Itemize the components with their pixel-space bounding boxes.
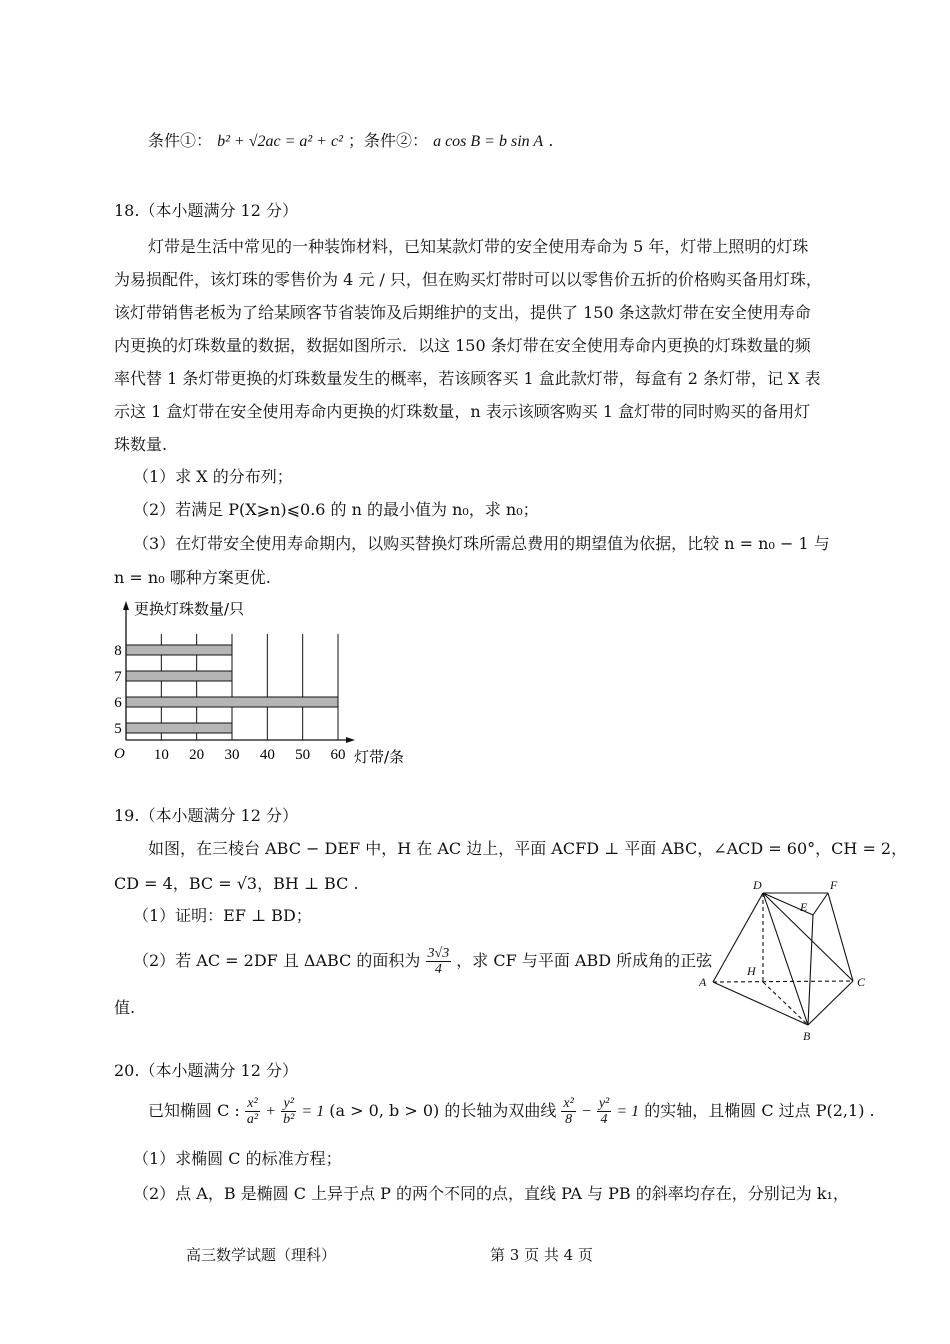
x-tick-label: 40 (259, 747, 275, 763)
q19-sub-2-text: （2）若 AC = 2DF 且 ΔABC 的面积为 (133, 951, 421, 970)
edge-BC (808, 981, 853, 1025)
hyperbola-y-den: 4 (600, 1112, 608, 1127)
label-B: B (803, 1029, 811, 1043)
conditions-line (148, 130, 553, 153)
q20-line-1: 已知椭圆 C : $\frac{\text{x²}}{\text{a²}}$ + $\frac{\text{y²}}{\text{b²}}$ = 1 (a > 0, b > 0) 的长轴为双曲线 $\frac{\text{x²}}{8}$ − $\frac{\text{y²}}{4}$ = 1 的实轴，且椭圆 C 过点 P(2,1) . (148, 1096, 875, 1127)
hyperbola-x-den: 8 (565, 1112, 573, 1127)
edge-AC (713, 981, 853, 982)
y-axis-arrow-icon (123, 601, 129, 610)
q19-sub-2-rest: ，求 CF 与平面 ABD 所成角的正弦 (456, 951, 713, 970)
condition-2-expr: a cos B = b sin A (433, 133, 544, 150)
x-tick-label: 10 (153, 747, 169, 763)
edge-FE (813, 893, 828, 915)
hyperbola-term-y (597, 1096, 611, 1127)
q18-para-line: 珠数量. (114, 435, 168, 454)
q19-sub-2-end: 值. (114, 998, 136, 1017)
hyperbola-x-num: x² (563, 1096, 574, 1111)
frustum-figure (693, 875, 883, 1045)
y-tick-label: 8 (114, 643, 122, 659)
bar-chart (100, 598, 430, 778)
hyperbola-y-num: y² (598, 1096, 610, 1111)
footer-page: 第 3 页 共 4 页 (490, 1246, 593, 1264)
q18-sub-3b: n = n₀ 哪种方案更优. (114, 568, 271, 587)
q18-para-line: 示这 1 盒灯带在安全使用寿命内更换的灯珠数量，n 表示该顾客购买 1 盒灯带的同时购买的备用灯 (114, 402, 811, 421)
q19-line-1: 如图，在三棱台 ABC − DEF 中，H 在 AC 边上，平面 ACFD ⊥ 平面 ABC，∠ACD = 60°，CH = 2， (148, 839, 908, 858)
ellipse-term-x (245, 1096, 260, 1127)
area-denominator: 4 (434, 962, 442, 977)
edge-EB (808, 915, 813, 1025)
footer-title: 高三数学试题（理科） (186, 1246, 337, 1264)
q20-line-1-b: (a > 0, b > 0) 的长轴为双曲线 (329, 1101, 557, 1120)
area-fraction (426, 946, 452, 977)
label-E: E (800, 900, 808, 914)
ellipse-x-num: x² (245, 1096, 260, 1112)
q18-sub-1: （1）求 X 的分布列； (133, 467, 293, 486)
x-tick-label: 30 (224, 747, 240, 763)
edge-DC (763, 893, 853, 981)
label-C: C (857, 975, 866, 989)
x-axis-arrow-icon (346, 737, 355, 743)
y-tick-label: 5 (114, 721, 122, 737)
q20-line-1-c: 的实轴，且椭圆 C 过点 P(2,1) . (644, 1101, 875, 1120)
chart-origin-label: O (114, 746, 125, 762)
q18-title: 18.（本小题满分 12 分） (114, 201, 298, 220)
q18-para-line: 该灯带销售老板为了给某顾客节省装饰及后期维护的支出，提供了 150 条这款灯带在安全使用寿命 (114, 303, 811, 322)
edge-AB (713, 982, 808, 1025)
ellipse-x-den: a² (246, 1112, 259, 1127)
bar-7 (126, 671, 232, 681)
label-H: H (747, 964, 756, 978)
q20-title: 20.（本小题满分 12 分） (114, 1061, 298, 1080)
condition-1-label: 条件①： (148, 131, 213, 150)
hyperbola-term-x (561, 1096, 575, 1127)
condition-1-expr: b² + √2ac = a² + c² (217, 133, 343, 150)
bar-5 (126, 723, 232, 733)
x-tick-label: 50 (295, 747, 311, 763)
label-F: F (830, 878, 838, 892)
y-tick-label: 7 (114, 669, 122, 685)
q19-sub-1: （1）证明：EF ⊥ BD； (133, 906, 312, 925)
edge-FC (828, 893, 853, 981)
q19-line-2: CD = 4，BC = √3，BH ⊥ BC . (114, 874, 359, 893)
q18-para-line: 内更换的灯珠数量的数据，数据如图所示．以这 150 条灯带在安全使用寿命内更换的灯珠数量的频 (114, 336, 811, 355)
q19-title: 19.（本小题满分 12 分） (114, 806, 298, 825)
ellipse-eq: = 1 (301, 1103, 325, 1120)
q18-para-line: 为易损配件，该灯珠的零售价为 4 元 / 只，但在购买灯带时可以以零售价五折的价格购买备用灯珠， (114, 270, 822, 289)
q19-sub-2 (133, 946, 712, 977)
bar-6 (126, 697, 338, 707)
hyperbola-eq: = 1 (616, 1103, 640, 1120)
label-D: D (753, 878, 762, 892)
ellipse-y-den: b² (283, 1112, 295, 1127)
x-tick-label: 60 (330, 747, 346, 763)
q18-para-line: 灯带是生活中常见的一种装饰材料，已知某款灯带的安全使用寿命为 5 年，灯带上照明的灯珠 (148, 237, 809, 256)
q18-sub-3a: （3）在灯带安全使用寿命期内，以购买替换灯珠所需总费用的期望值为依据，比较 n = n₀ − 1 与 (133, 534, 830, 553)
chart-x-label: 灯带/条 (354, 748, 405, 766)
ellipse-term-y (281, 1096, 296, 1127)
conditions-end: . (548, 131, 554, 150)
q20-line-1-a: 已知椭圆 C : (148, 1101, 240, 1120)
q20-sub-1: （1）求椭圆 C 的标准方程； (133, 1149, 342, 1168)
q18-para-line: 率代替 1 条灯带更换的灯珠数量发生的概率，若该顾客买 1 盒此款灯带，每盒有 2 条灯带，记 X 表 (114, 369, 821, 388)
area-numerator: 3√3 (427, 946, 450, 961)
chart-y-label: 更换灯珠数量/只 (134, 600, 245, 618)
label-A: A (699, 975, 707, 989)
q20-sub-2: （2）点 A，B 是椭圆 C 上异于点 P 的两个不同的点，直线 PA 与 PB 的斜率均存在，分别记为 k₁， (133, 1184, 849, 1203)
q18-sub-2: （2）若满足 P(X⩾n)⩽0.6 的 n 的最小值为 n₀，求 n₀； (133, 500, 539, 519)
x-tick-label: 20 (189, 747, 205, 763)
bar-8 (126, 645, 232, 655)
ellipse-y-num: y² (281, 1096, 296, 1112)
y-tick-label: 6 (114, 695, 122, 711)
condition-2-label: ；条件②： (347, 131, 428, 150)
